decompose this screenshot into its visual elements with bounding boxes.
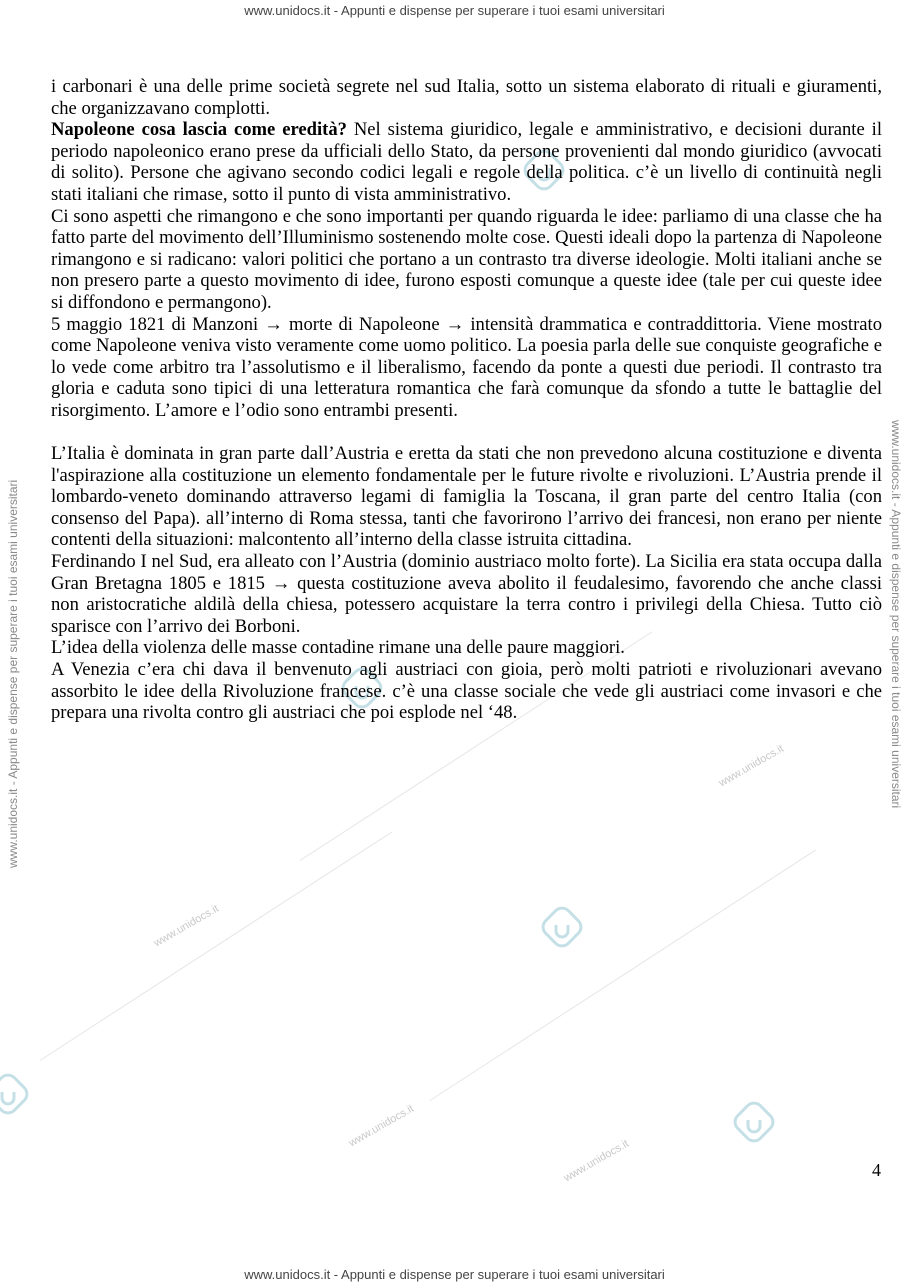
watermark-diagonal-line bbox=[430, 850, 816, 1101]
watermark-right-margin: www.unidocs.it - Appunti e dispense per superare i tuoi esami universitari bbox=[889, 420, 903, 809]
document-body bbox=[51, 76, 882, 724]
watermark-diagonal-text: www.unidocs.it bbox=[561, 1137, 631, 1185]
paragraph-text: Ferdinando I nel Sud, era alleato con l’Austria (dominio austriaco molto forte). La Sicilia era stata occupa dalla Gran Bretagna 1805 e 1815 → questa costituzione aveva abolito il feudalesimo, favorendo che anche classi non aristocratiche aldilà della chiesa, potessero acquistare la terra contro i privilegi della Chiesa. Tutto ciò sparisce con l’arrivo dei Borboni. bbox=[51, 551, 882, 637]
watermark-diagonal-text: www.unidocs.it bbox=[716, 742, 786, 790]
watermark-footer: www.unidocs.it - Appunti e dispense per superare i tuoi esami universitari bbox=[244, 1267, 665, 1282]
paragraph-text: 5 maggio 1821 di Manzoni → morte di Napoleone → intensità drammatica e contraddittoria. Viene mostrato come Napoleone veniva visto veramente come uomo politico. La poesia parla delle sue conquiste geografiche e lo vede come arbitro tra l’assolutismo e il liberalismo, facendo da ponte a questi due periodi. Il contrasto tra gloria e caduta sono tipici di una letteratura romantica che farà comunque da sfondo a tutte le battaglie del risorgimento. L’amore e l’odio sono entrambi presenti. bbox=[51, 313, 882, 421]
watermark-diagonal-line bbox=[40, 831, 393, 1061]
paragraph bbox=[51, 443, 882, 551]
paragraph bbox=[51, 76, 882, 119]
unidocs-logo-icon bbox=[540, 905, 584, 949]
unidocs-logo-icon bbox=[732, 1100, 776, 1144]
paragraph bbox=[51, 659, 882, 724]
paragraph-text: Nel sistema giuridico, legale e amministrativo, e decisioni durante il periodo napoleonico erano prese da ufficiali dello Stato, da persone provenienti dal mondo giuridico (avvocati di solito). Persone che agivano secondo codici legali e regole della politica. c’è un livello di continuità negli stati italiani che rimase, sotto il punto di vista amministrativo. bbox=[51, 119, 882, 205]
paragraph-spacer bbox=[51, 422, 882, 444]
paragraph-heading: Napoleone cosa lascia come eredità? bbox=[51, 119, 347, 141]
paragraph-text: L’idea della violenza delle masse contadine rimane una delle paure maggiori. bbox=[51, 637, 625, 659]
page-number: 4 bbox=[872, 1160, 881, 1180]
paragraph bbox=[51, 206, 882, 314]
paragraph bbox=[51, 637, 882, 659]
watermark-diagonal-text: www.unidocs.it bbox=[346, 1102, 416, 1150]
paragraph-text: A Venezia c’era chi dava il benvenuto agli austriaci con gioia, però molti patrioti e rivoluzionari avevano assorbito le idee della Rivoluzione francese. c’è una classe sociale che vede gli austriaci come invasori e che prepara una rivolta contro gli austriaci che poi esplode nel ‘48. bbox=[51, 659, 882, 724]
watermark-diagonal-text: www.unidocs.it bbox=[151, 902, 221, 950]
watermark-left-margin: www.unidocs.it - Appunti e dispense per superare i tuoi esami universitari bbox=[6, 479, 20, 868]
paragraph-text: i carbonari è una delle prime società segrete nel sud Italia, sotto un sistema elaborato di rituali e giuramenti, che organizzavano complotti. bbox=[51, 76, 882, 119]
paragraph-text: Ci sono aspetti che rimangono e che sono importanti per quando riguarda le idee: parliamo di una classe che ha fatto parte del movimento dell’Illuminismo sostenendo molte cose. Questi ideali dopo la partenza di Napoleone rimangono e si radicano: valori politici che portano a un contrasto tra diverse ideologie. Molti italiani anche se non presero parte a questo movimento di idee, furono esposti comunque a queste idee (tale per cui queste idee si diffondono e permangono). bbox=[51, 205, 882, 313]
watermark-header: www.unidocs.it - Appunti e dispense per superare i tuoi esami universitari bbox=[244, 3, 665, 18]
paragraph bbox=[51, 314, 882, 422]
paragraph-text: L’Italia è dominata in gran parte dall’Austria e eretta da stati che non prevedono alcuna costituzione e diventa l'aspirazione alla costituzione un elemento fondamentale per le future rivolte e rivoluzioni. L’Austria prende il lombardo-veneto dominando attraverso legami di famiglia la Toscana, il gran parte del centro Italia (con consenso del Papa). all’interno di Roma stessa, tanti che favorirono l’arrivo dei francesi, non erano per niente contenti della situazioni: malcontento all’interno della classe istruita cittadina. bbox=[51, 443, 882, 551]
paragraph bbox=[51, 551, 882, 637]
unidocs-logo-icon bbox=[0, 1072, 30, 1116]
paragraph bbox=[51, 119, 882, 205]
